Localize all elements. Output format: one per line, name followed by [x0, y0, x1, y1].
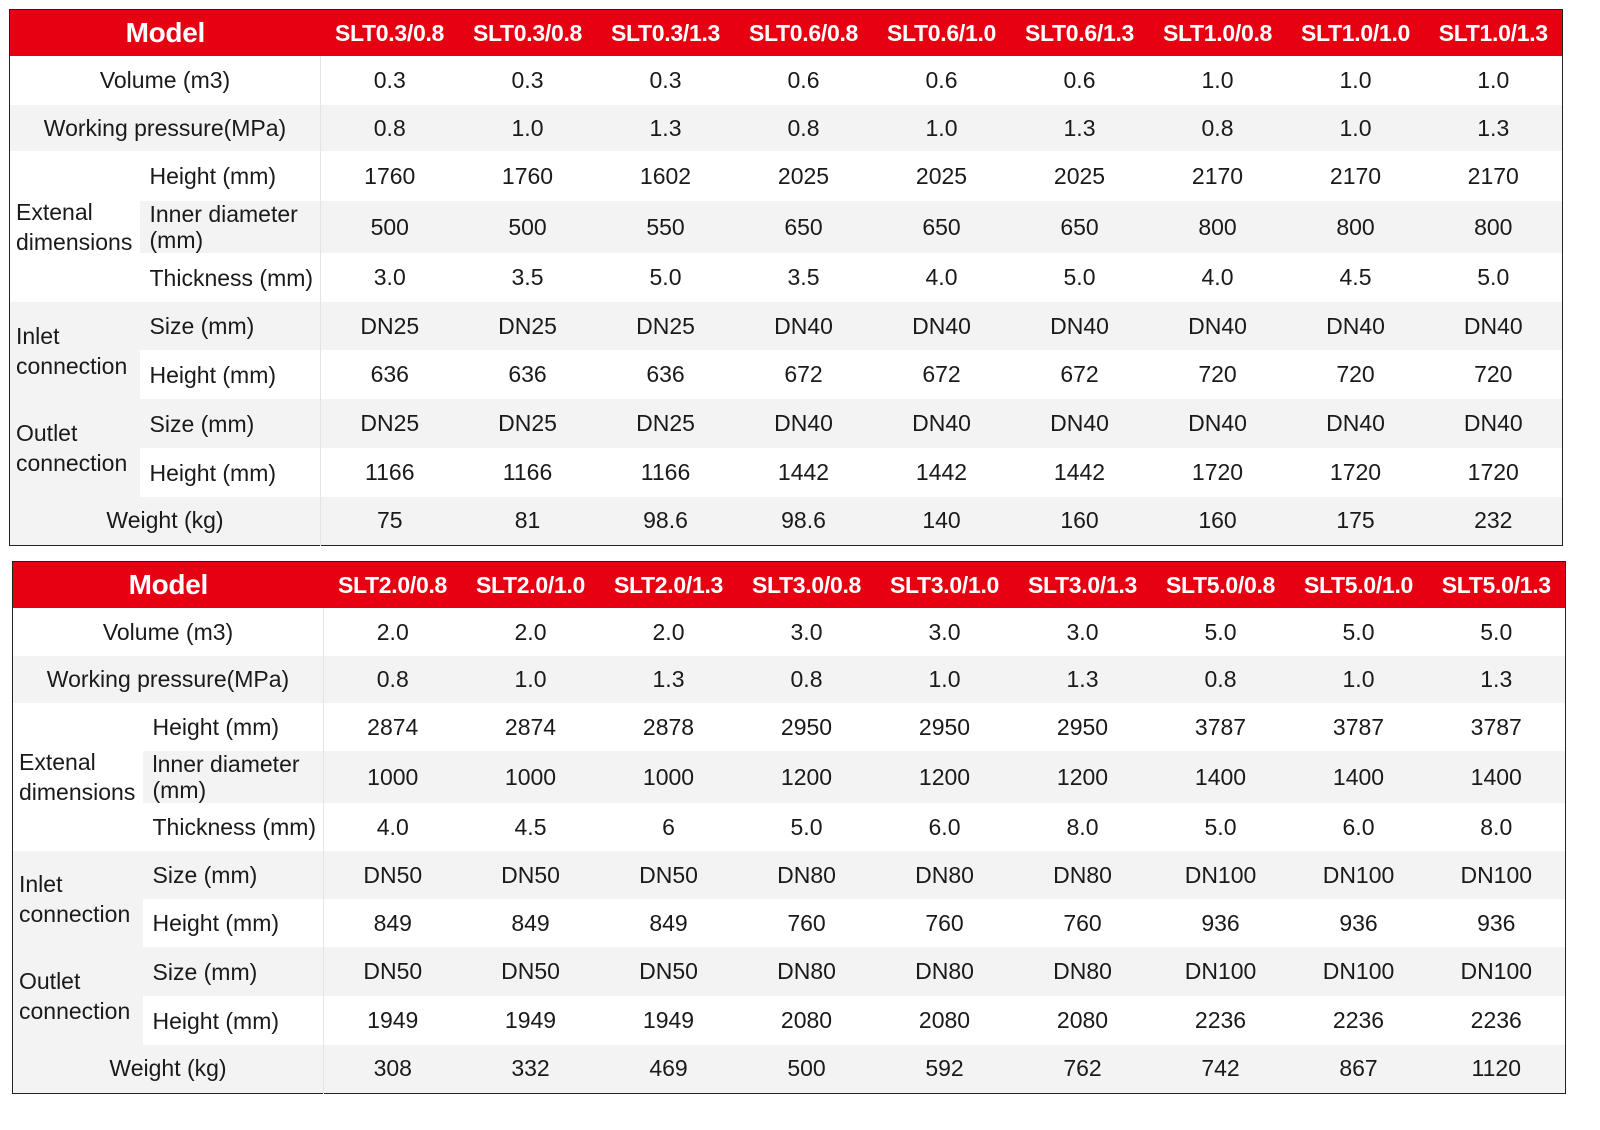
cell-value: DN100: [1152, 851, 1290, 899]
cell-value: 720: [1149, 350, 1287, 399]
cell-value: 2950: [1014, 703, 1152, 751]
cell-value: 4.5: [1287, 253, 1425, 302]
cell-value: 849: [324, 899, 462, 947]
cell-value: 3.0: [738, 608, 876, 656]
cell-value: DN50: [462, 851, 600, 899]
cell-value: 672: [735, 350, 873, 399]
cell-value: 5.0: [1152, 608, 1290, 656]
cell-value: DN80: [738, 851, 876, 899]
cell-value: 1442: [1011, 448, 1149, 497]
cell-value: 469: [600, 1045, 738, 1093]
cell-value: 4.0: [324, 803, 462, 851]
model-header-label: Model: [13, 562, 324, 609]
cell-value: 672: [873, 350, 1011, 399]
sub-row-label: Height (mm): [143, 996, 324, 1045]
row-label: Weight (kg): [10, 497, 321, 545]
cell-value: 3787: [1290, 703, 1428, 751]
cell-value: 2950: [876, 703, 1014, 751]
cell-value: DN80: [876, 851, 1014, 899]
cell-value: 2878: [600, 703, 738, 751]
cell-value: 1.3: [1425, 105, 1563, 151]
cell-value: 936: [1152, 899, 1290, 947]
cell-value: DN25: [459, 399, 597, 448]
cell-value: DN25: [321, 399, 459, 448]
cell-value: 1760: [321, 151, 459, 201]
cell-value: DN40: [1011, 399, 1149, 448]
cell-value: 3.0: [321, 253, 459, 302]
cell-value: 2.0: [462, 608, 600, 656]
cell-value: 5.0: [1425, 253, 1563, 302]
sub-row-label: Size (mm): [143, 947, 324, 996]
cell-value: DN80: [1014, 851, 1152, 899]
cell-value: 1400: [1428, 751, 1566, 803]
cell-value: DN50: [324, 947, 462, 996]
cell-value: 140: [873, 497, 1011, 545]
model-name: SLT3.0/1.3: [1014, 562, 1152, 609]
cell-value: 1.0: [1425, 56, 1563, 105]
table-row: [10, 399, 1563, 448]
cell-value: 1.3: [600, 656, 738, 703]
cell-value: 936: [1428, 899, 1566, 947]
cell-value: 0.3: [459, 56, 597, 105]
row-label: Working pressure(MPa): [13, 656, 324, 703]
cell-value: 1442: [735, 448, 873, 497]
cell-value: 867: [1290, 1045, 1428, 1093]
cell-value: 5.0: [1152, 803, 1290, 851]
table-row: [13, 751, 1566, 803]
table-row: [10, 497, 1563, 545]
cell-value: 0.3: [597, 56, 735, 105]
cell-value: 1.0: [459, 105, 597, 151]
row-label: Volume (m3): [13, 608, 324, 656]
cell-value: 2080: [876, 996, 1014, 1045]
sub-row-label: Height (mm): [140, 350, 321, 399]
group-label: Extenal dimensions: [13, 703, 143, 851]
cell-value: 75: [321, 497, 459, 545]
cell-value: 592: [876, 1045, 1014, 1093]
model-name: SLT2.0/1.0: [462, 562, 600, 609]
cell-value: 2170: [1287, 151, 1425, 201]
cell-value: 1949: [462, 996, 600, 1045]
cell-value: 1.0: [1287, 105, 1425, 151]
cell-value: 81: [459, 497, 597, 545]
table-row: [10, 151, 1563, 201]
cell-value: 500: [459, 201, 597, 253]
cell-value: 1120: [1428, 1045, 1566, 1093]
sub-row-label: Height (mm): [140, 151, 321, 201]
cell-value: 1602: [597, 151, 735, 201]
model-name: SLT1.0/1.3: [1425, 10, 1563, 57]
cell-value: DN40: [735, 399, 873, 448]
cell-value: 2025: [1011, 151, 1149, 201]
cell-value: 2080: [738, 996, 876, 1045]
cell-value: 1.0: [1287, 56, 1425, 105]
cell-value: 4.5: [462, 803, 600, 851]
cell-value: 2.0: [600, 608, 738, 656]
cell-value: 3.0: [1014, 608, 1152, 656]
spec-table-2: [12, 561, 1566, 1094]
cell-value: 500: [321, 201, 459, 253]
cell-value: 0.8: [1152, 656, 1290, 703]
model-name: SLT5.0/1.3: [1428, 562, 1566, 609]
model-header-label: Model: [10, 10, 321, 57]
cell-value: 849: [600, 899, 738, 947]
cell-value: DN50: [600, 947, 738, 996]
cell-value: 4.0: [873, 253, 1011, 302]
cell-value: 936: [1290, 899, 1428, 947]
sub-row-label: Size (mm): [140, 302, 321, 350]
model-name: SLT0.3/0.8: [459, 10, 597, 57]
cell-value: 0.6: [1011, 56, 1149, 105]
group-label: Outlet connection: [10, 399, 140, 497]
group-label: Extenal dimensions: [10, 151, 140, 302]
sub-row-label: Size (mm): [140, 399, 321, 448]
cell-value: 2080: [1014, 996, 1152, 1045]
sub-row-label: Height (mm): [143, 703, 324, 751]
cell-value: 6: [600, 803, 738, 851]
cell-value: 160: [1149, 497, 1287, 545]
cell-value: 742: [1152, 1045, 1290, 1093]
cell-value: 800: [1287, 201, 1425, 253]
row-label: Working pressure(MPa): [10, 105, 321, 151]
cell-value: 636: [597, 350, 735, 399]
model-name: SLT3.0/0.8: [738, 562, 876, 609]
cell-value: 1720: [1149, 448, 1287, 497]
model-name: SLT5.0/1.0: [1290, 562, 1428, 609]
cell-value: 550: [597, 201, 735, 253]
cell-value: 2236: [1290, 996, 1428, 1045]
cell-value: 1760: [459, 151, 597, 201]
model-name: SLT1.0/0.8: [1149, 10, 1287, 57]
sub-row-label: lnner diameter (mm): [143, 751, 324, 803]
cell-value: 308: [324, 1045, 462, 1093]
model-name: SLT1.0/1.0: [1287, 10, 1425, 57]
cell-value: 8.0: [1014, 803, 1152, 851]
cell-value: 2025: [735, 151, 873, 201]
cell-value: 636: [321, 350, 459, 399]
sub-row-label: Height (mm): [143, 899, 324, 947]
cell-value: 1.0: [876, 656, 1014, 703]
cell-value: 5.0: [1290, 608, 1428, 656]
cell-value: 175: [1287, 497, 1425, 545]
cell-value: 1720: [1425, 448, 1563, 497]
table-row: [13, 947, 1566, 996]
cell-value: 160: [1011, 497, 1149, 545]
cell-value: 2025: [873, 151, 1011, 201]
table-row: [13, 608, 1566, 656]
cell-value: 650: [735, 201, 873, 253]
cell-value: 672: [1011, 350, 1149, 399]
cell-value: DN40: [873, 399, 1011, 448]
cell-value: DN40: [1287, 399, 1425, 448]
cell-value: 1166: [459, 448, 597, 497]
sub-row-label: Size (mm): [143, 851, 324, 899]
table-row: [10, 201, 1563, 253]
table-row: [10, 302, 1563, 350]
cell-value: 1200: [876, 751, 1014, 803]
model-name: SLT0.3/0.8: [321, 10, 459, 57]
table-row: [13, 851, 1566, 899]
cell-value: 3787: [1428, 703, 1566, 751]
cell-value: 1400: [1290, 751, 1428, 803]
cell-value: 3.5: [735, 253, 873, 302]
cell-value: 1.3: [597, 105, 735, 151]
cell-value: 2.0: [324, 608, 462, 656]
row-label: Volume (m3): [10, 56, 321, 105]
cell-value: 760: [738, 899, 876, 947]
cell-value: 3.0: [876, 608, 1014, 656]
cell-value: 0.3: [321, 56, 459, 105]
cell-value: 5.0: [1428, 608, 1566, 656]
cell-value: DN40: [1425, 399, 1563, 448]
model-name: SLT5.0/0.8: [1152, 562, 1290, 609]
sub-row-label: Inner diameter (mm): [140, 201, 321, 253]
cell-value: 2170: [1149, 151, 1287, 201]
cell-value: DN40: [873, 302, 1011, 350]
spec-table-1: [9, 9, 1563, 546]
model-name: SLT0.3/1.3: [597, 10, 735, 57]
cell-value: 5.0: [597, 253, 735, 302]
cell-value: 762: [1014, 1045, 1152, 1093]
cell-value: DN25: [597, 399, 735, 448]
cell-value: 1.3: [1014, 656, 1152, 703]
cell-value: 3.5: [459, 253, 597, 302]
cell-value: 6.0: [876, 803, 1014, 851]
cell-value: 720: [1287, 350, 1425, 399]
table-row: [10, 253, 1563, 302]
cell-value: DN50: [600, 851, 738, 899]
table-row: [13, 996, 1566, 1045]
cell-value: DN80: [738, 947, 876, 996]
group-label: Inlet connection: [13, 851, 143, 947]
table-row: [10, 105, 1563, 151]
cell-value: 232: [1425, 497, 1563, 545]
cell-value: DN100: [1290, 947, 1428, 996]
model-name: SLT2.0/0.8: [324, 562, 462, 609]
sub-row-label: Thickness (mm): [140, 253, 321, 302]
cell-value: 2170: [1425, 151, 1563, 201]
cell-value: 1400: [1152, 751, 1290, 803]
cell-value: DN25: [597, 302, 735, 350]
cell-value: DN40: [1149, 399, 1287, 448]
cell-value: 0.6: [735, 56, 873, 105]
cell-value: DN25: [321, 302, 459, 350]
cell-value: DN100: [1428, 851, 1566, 899]
cell-value: 760: [1014, 899, 1152, 947]
cell-value: DN100: [1290, 851, 1428, 899]
cell-value: 1166: [597, 448, 735, 497]
table-row: [13, 656, 1566, 703]
cell-value: 1.3: [1011, 105, 1149, 151]
cell-value: 2950: [738, 703, 876, 751]
cell-value: DN50: [462, 947, 600, 996]
cell-value: 720: [1425, 350, 1563, 399]
cell-value: DN80: [876, 947, 1014, 996]
cell-value: 8.0: [1428, 803, 1566, 851]
model-name: SLT0.6/1.0: [873, 10, 1011, 57]
cell-value: 1.0: [873, 105, 1011, 151]
cell-value: 1200: [738, 751, 876, 803]
cell-value: 1.3: [1428, 656, 1566, 703]
model-name: SLT2.0/1.3: [600, 562, 738, 609]
cell-value: 1200: [1014, 751, 1152, 803]
cell-value: 0.8: [735, 105, 873, 151]
cell-value: 98.6: [735, 497, 873, 545]
cell-value: 500: [738, 1045, 876, 1093]
cell-value: 1.0: [1290, 656, 1428, 703]
cell-value: DN25: [459, 302, 597, 350]
cell-value: 1949: [600, 996, 738, 1045]
table-row: [13, 899, 1566, 947]
cell-value: 636: [459, 350, 597, 399]
cell-value: DN80: [1014, 947, 1152, 996]
cell-value: 0.6: [873, 56, 1011, 105]
model-name: SLT0.6/0.8: [735, 10, 873, 57]
cell-value: 1720: [1287, 448, 1425, 497]
cell-value: 2236: [1428, 996, 1566, 1045]
model-name: SLT3.0/1.0: [876, 562, 1014, 609]
cell-value: 332: [462, 1045, 600, 1093]
cell-value: 1.0: [1149, 56, 1287, 105]
cell-value: 2874: [324, 703, 462, 751]
cell-value: DN100: [1152, 947, 1290, 996]
cell-value: 650: [873, 201, 1011, 253]
cell-value: 5.0: [738, 803, 876, 851]
cell-value: 1000: [462, 751, 600, 803]
cell-value: 1442: [873, 448, 1011, 497]
cell-value: 1949: [324, 996, 462, 1045]
table-row: [10, 350, 1563, 399]
cell-value: 4.0: [1149, 253, 1287, 302]
table-row: [13, 1045, 1566, 1093]
cell-value: 849: [462, 899, 600, 947]
cell-value: DN40: [1287, 302, 1425, 350]
cell-value: 98.6: [597, 497, 735, 545]
cell-value: 650: [1011, 201, 1149, 253]
sub-row-label: Height (mm): [140, 448, 321, 497]
row-label: Weight (kg): [13, 1045, 324, 1093]
cell-value: 1000: [324, 751, 462, 803]
cell-value: 1166: [321, 448, 459, 497]
cell-value: DN40: [1425, 302, 1563, 350]
cell-value: 0.8: [738, 656, 876, 703]
group-label: Inlet connection: [10, 302, 140, 399]
cell-value: 2874: [462, 703, 600, 751]
cell-value: 800: [1425, 201, 1563, 253]
cell-value: 6.0: [1290, 803, 1428, 851]
cell-value: 1000: [600, 751, 738, 803]
cell-value: 0.8: [321, 105, 459, 151]
table-row: [10, 448, 1563, 497]
table-row: [10, 56, 1563, 105]
cell-value: DN40: [1149, 302, 1287, 350]
cell-value: 800: [1149, 201, 1287, 253]
cell-value: DN40: [1011, 302, 1149, 350]
cell-value: 3787: [1152, 703, 1290, 751]
table-row: [13, 703, 1566, 751]
cell-value: 0.8: [1149, 105, 1287, 151]
cell-value: 0.8: [324, 656, 462, 703]
cell-value: DN50: [324, 851, 462, 899]
cell-value: 2236: [1152, 996, 1290, 1045]
model-name: SLT0.6/1.3: [1011, 10, 1149, 57]
sub-row-label: Thickness (mm): [143, 803, 324, 851]
cell-value: 1.0: [462, 656, 600, 703]
cell-value: DN100: [1428, 947, 1566, 996]
cell-value: 5.0: [1011, 253, 1149, 302]
cell-value: DN40: [735, 302, 873, 350]
table-row: [13, 803, 1566, 851]
cell-value: 760: [876, 899, 1014, 947]
group-label: Outlet connection: [13, 947, 143, 1045]
